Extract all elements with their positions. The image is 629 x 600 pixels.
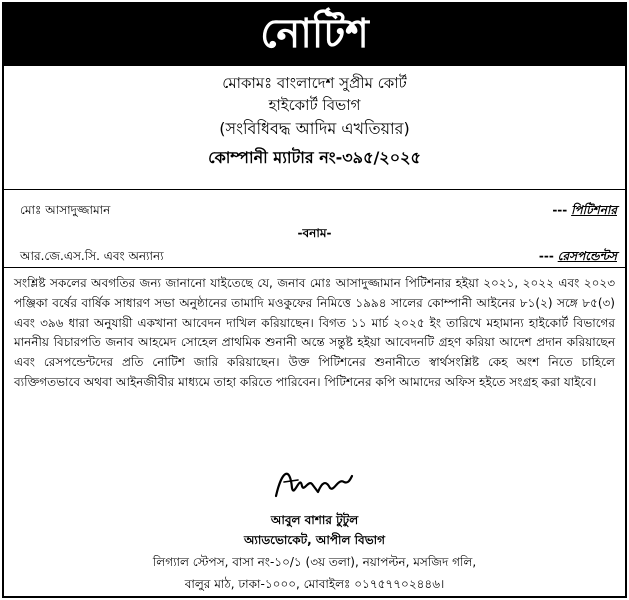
address-line-2: বালুর মাঠ, ঢাকা-১০০০, মোবাইলঃ ০১৭৫৭৭০২৪৪৬। bbox=[184, 577, 445, 591]
address-line-1: লিগ্যাল স্টেপস, বাসা নং-১০/১ (৩য় তলা), নয়াপল্টন, মসজিদ গলি, bbox=[152, 555, 477, 569]
versus-label: -বনাম- bbox=[297, 226, 332, 240]
petitioner-dash: --- bbox=[552, 203, 568, 217]
respondent-role: রেসপন্ডেন্টস bbox=[557, 249, 617, 263]
respondent-label bbox=[539, 248, 617, 268]
respondent-name: আর.জে.এস.সি. এবং অন্যান্য bbox=[20, 249, 164, 263]
matter-number: কোম্পানী ম্যাটার নং-৩৯৫/২০২৫ bbox=[208, 148, 421, 167]
petitioner-role: পিটিশনার bbox=[571, 203, 617, 217]
court-name: মোকামঃ বাংলাদেশ সুপ্রীম কোর্ট bbox=[222, 74, 407, 92]
signature-icon bbox=[272, 462, 356, 506]
petitioner-name: মোঃ আসাদুজ্জামান bbox=[20, 203, 111, 217]
notice-frame bbox=[2, 2, 627, 598]
separator-line bbox=[4, 189, 625, 190]
notice-body: সংশ্লিষ্ট সকলের অবগতির জন্য জানানো যাইতেছে যে, জনাব মোঃ আসাদুজ্জামান পিটিশনার হইয়া ২০২১, ২০২২ এবং ২০২৩ পঞ্জিকা বর্ষের বার্ষিক সাধারণ সভা অনুষ্ঠানের তামাদি মওকুফের নিমিত্তে ১৯৯৪ সালের কোম্পানী আইনের ৮১(২) সঙ্গে ৮৫(৩) এবং ৩৯৬ ধারা অনুযায়ী একখানা আবেদন দাখিল করিয়াছেন। বিগত ১১ মার্চ ২০২৫ ইং তারিখে মহামান্য হাইকোর্ট বিভাগের মাননীয় বিচারপতি জনাব আহমেদ সোহেল প্রাথমিক শুনানী অন্তে সন্তুষ্ট হইয়া আবেদনটি গ্রহণ করিয়া আদেশ প্রদান করিয়াছেন এবং রেসপন্ডেন্টদের প্রতি নোটিশ জারি করিয়াছেন। উক্ত পিটিশনের শুনানীতে স্বার্থসংশ্লিষ্ট কেহ অংশ নিতে চাহিলে ব্যক্তিগতভাবে অথবা আইনজীবীর মাধ্যমে তাহা করিতে পারিবেন। পিটিশনের কপি আমাদের অফিস হইতে সংগ্রহ করা যাইবে। bbox=[14, 276, 615, 389]
respondent-dash: --- bbox=[538, 249, 554, 263]
division-name: হাইকোর্ট বিভাগ bbox=[268, 96, 361, 114]
petitioner-label bbox=[552, 202, 617, 222]
jurisdiction: (সংবিধিবদ্ধ আদিম এখতিয়ার) bbox=[219, 119, 410, 138]
separator-line bbox=[4, 267, 625, 268]
signatory-title: অ্যাডভোকেট, আপীল বিভাগ bbox=[243, 533, 385, 547]
signatory-name: আবুল বাশার টুটুল bbox=[270, 513, 359, 527]
notice-heading: নোটিশ bbox=[4, 4, 625, 66]
